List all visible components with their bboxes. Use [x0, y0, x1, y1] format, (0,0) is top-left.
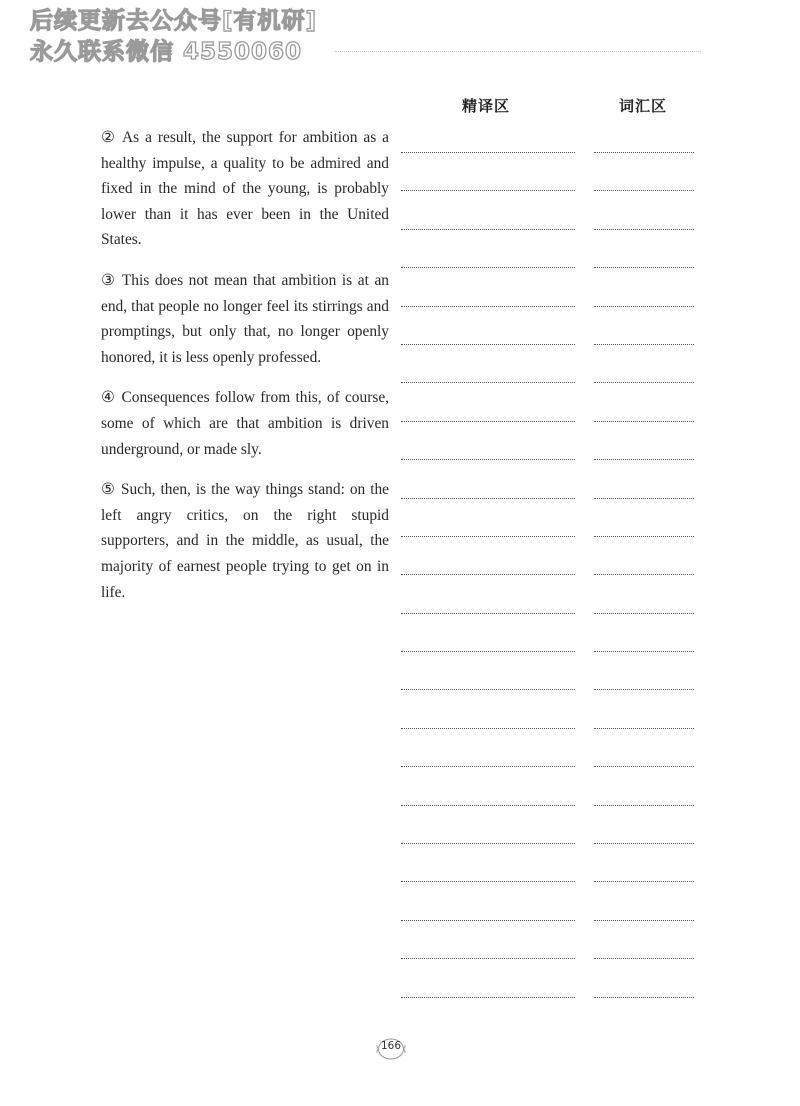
writing-line[interactable]	[594, 613, 694, 614]
writing-line[interactable]	[594, 920, 694, 921]
writing-line[interactable]	[594, 498, 694, 499]
paragraph-2: ② As a result, the support for ambition as a healthy impulse, a quality to be admired and fixed in the mind of the young, is probably lower than it has ever been in the United States.	[101, 129, 389, 249]
writing-line[interactable]	[594, 766, 694, 767]
writing-line[interactable]	[594, 459, 694, 460]
writing-line[interactable]	[401, 152, 575, 153]
writing-line[interactable]	[594, 651, 694, 652]
paragraph-4: ④ Consequences follow from this, of course, some of which are that ambition is driven underground, or made sly.	[101, 389, 389, 458]
vocabulary-column-heading: 词汇区	[619, 97, 668, 115]
writing-line[interactable]	[401, 267, 575, 268]
passage-text	[101, 125, 389, 620]
writing-line[interactable]	[401, 421, 575, 422]
writing-line[interactable]	[401, 344, 575, 345]
page-number: 166	[380, 1040, 402, 1052]
writing-line[interactable]	[594, 267, 694, 268]
writing-line[interactable]	[401, 881, 575, 882]
writing-line[interactable]	[594, 958, 694, 959]
paragraph-5: ⑤ Such, then, is the way things stand: on the left angry critics, on the right stupid supporters, and in the middle, as usual, the majority of earnest people trying to get on in life.	[101, 481, 389, 601]
writing-line[interactable]	[401, 229, 575, 230]
translation-column-heading: 精译区	[462, 97, 511, 115]
writing-line[interactable]	[594, 997, 694, 998]
writing-line[interactable]	[401, 958, 575, 959]
writing-line[interactable]	[594, 152, 694, 153]
writing-line[interactable]	[594, 421, 694, 422]
writing-line[interactable]	[401, 997, 575, 998]
writing-line[interactable]	[401, 651, 575, 652]
writing-line[interactable]	[594, 190, 694, 191]
paragraph-3: ③ This does not mean that ambition is at an end, that people no longer feel its stirrings and promptings, but only that, no longer openly honored, it is less openly professed.	[101, 271, 389, 366]
writing-line[interactable]	[401, 843, 575, 844]
writing-line[interactable]	[594, 728, 694, 729]
writing-line[interactable]	[401, 190, 575, 191]
writing-line[interactable]	[401, 613, 575, 614]
writing-line[interactable]	[401, 805, 575, 806]
watermark-line-2: 永久联系微信 4550060	[30, 39, 303, 65]
writing-line[interactable]	[401, 306, 575, 307]
writing-line[interactable]	[594, 881, 694, 882]
writing-line[interactable]	[401, 459, 575, 460]
header-rule	[335, 51, 701, 52]
writing-line[interactable]	[401, 766, 575, 767]
watermark-line-1: 后续更新去公众号[有机研]	[30, 8, 318, 34]
writing-line[interactable]	[594, 536, 694, 537]
writing-line[interactable]	[594, 306, 694, 307]
writing-line[interactable]	[401, 382, 575, 383]
vocabulary-writing-area[interactable]	[594, 152, 694, 1035]
writing-line[interactable]	[594, 344, 694, 345]
translation-writing-area[interactable]	[401, 152, 575, 1035]
writing-line[interactable]	[594, 382, 694, 383]
writing-line[interactable]	[401, 920, 575, 921]
writing-line[interactable]	[594, 689, 694, 690]
writing-line[interactable]	[594, 805, 694, 806]
writing-line[interactable]	[594, 843, 694, 844]
writing-line[interactable]	[401, 574, 575, 575]
writing-line[interactable]	[594, 574, 694, 575]
writing-line[interactable]	[401, 728, 575, 729]
writing-line[interactable]	[401, 498, 575, 499]
writing-line[interactable]	[594, 229, 694, 230]
writing-line[interactable]	[401, 536, 575, 537]
writing-line[interactable]	[401, 689, 575, 690]
